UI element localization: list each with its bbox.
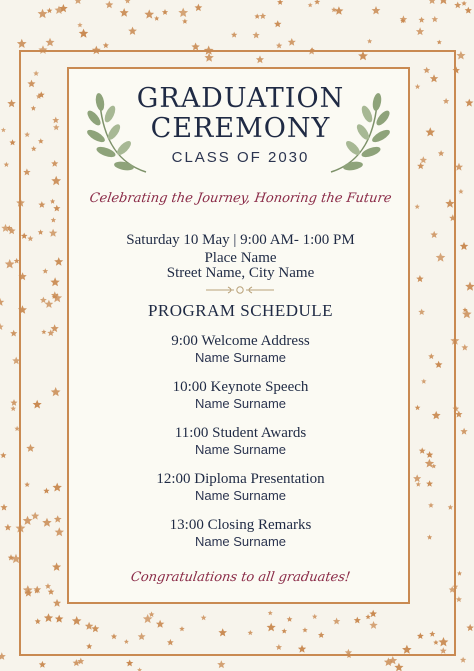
star-icon [126, 660, 133, 667]
star-icon [4, 524, 11, 531]
star-icon [439, 0, 449, 4]
star-icon [465, 282, 474, 291]
star-icon [103, 42, 109, 48]
star-icon [10, 406, 16, 411]
star-icon [8, 554, 14, 560]
star-icon [274, 20, 282, 27]
title-line-2: CEREMONY [150, 113, 331, 144]
star-icon [105, 1, 113, 9]
star-icon [454, 2, 461, 9]
star-icon [437, 40, 442, 45]
class-year: CLASS OF 2030 [171, 149, 310, 166]
star-icon [0, 298, 4, 306]
star-icon [217, 660, 225, 668]
star-icon [120, 8, 129, 17]
star-icon [314, 0, 320, 4]
star-icon [394, 663, 403, 671]
schedule-item-speaker: Name Surname [194, 350, 287, 365]
star-icon [462, 309, 472, 318]
star-icon [77, 658, 84, 665]
schedule-item [69, 332, 412, 366]
star-icon [457, 571, 462, 576]
event-address: Street Name, City Name [166, 265, 315, 281]
schedule-item-title: 10:00 Keynote Speech [172, 379, 309, 395]
schedule-item-title: 12:00 Diploma Presentation [156, 471, 325, 487]
tagline: Celebrating the Journey, Honoring the Future [88, 191, 393, 206]
star-icon [79, 29, 89, 38]
star-icon [466, 624, 474, 631]
star-icon [254, 14, 260, 19]
star-icon [460, 242, 469, 250]
star-icon [461, 344, 468, 351]
schedule-item-speaker: Name Surname [194, 442, 287, 457]
star-icon [231, 32, 237, 38]
star-icon [0, 452, 6, 458]
event-place: Place Name [204, 250, 277, 266]
star-icon [195, 4, 203, 12]
star-icon [308, 3, 313, 8]
star-icon [10, 330, 17, 337]
schedule-item [69, 424, 412, 458]
star-icon [288, 38, 296, 46]
star-icon [260, 13, 267, 19]
star-icon [460, 657, 466, 663]
star-icon [38, 9, 48, 18]
star-icon [9, 139, 15, 145]
ornament-divider-icon [204, 285, 276, 295]
star-icon [137, 667, 142, 671]
star-icon [39, 661, 46, 668]
star-icon [162, 9, 168, 15]
title-line-1: GRADUATION [136, 83, 345, 114]
event-datetime: Saturday 10 May | 9:00 AM- 1:00 PM [126, 232, 355, 248]
star-icon [253, 32, 260, 39]
star-icon [0, 323, 4, 330]
star-icon [128, 27, 137, 35]
star-icon [144, 9, 154, 18]
schedule-item-title: 13:00 Closing Remarks [169, 517, 312, 533]
star-icon [419, 17, 425, 23]
closing-message: Congratulations to all graduates! [129, 570, 352, 585]
star-icon [74, 0, 82, 4]
star-icon [335, 6, 344, 15]
star-icon [125, 0, 131, 4]
star-icon [55, 6, 64, 14]
schedule-item-speaker: Name Surname [194, 488, 287, 503]
star-icon [77, 22, 82, 27]
schedule-item-title: 11:00 Student Awards [174, 425, 307, 441]
schedule-item [69, 516, 412, 550]
star-icon [384, 658, 393, 667]
star-icon [276, 42, 282, 48]
star-icon [461, 1, 467, 6]
star-icon [372, 6, 381, 14]
star-icon [4, 162, 10, 167]
star-icon [432, 16, 439, 22]
star-icon [428, 0, 436, 4]
star-icon [10, 399, 17, 406]
star-icon [5, 259, 15, 268]
schedule-item [69, 378, 412, 412]
schedule-item-speaker: Name Surname [194, 534, 287, 549]
schedule-item-speaker: Name Surname [194, 396, 287, 411]
star-icon [465, 99, 473, 107]
schedule-item [69, 470, 412, 504]
star-icon [416, 27, 424, 35]
star-icon [154, 16, 159, 21]
star-icon [460, 428, 467, 435]
star-icon [178, 8, 188, 17]
star-icon [182, 19, 188, 24]
star-icon [277, 0, 283, 5]
schedule-item-title: 9:00 Welcome Address [171, 333, 310, 349]
star-icon [46, 38, 55, 47]
star-icon [455, 163, 463, 171]
program-heading: PROGRAM SCHEDULE [147, 301, 334, 320]
star-icon [455, 411, 462, 418]
star-icon [465, 7, 472, 14]
star-icon [367, 39, 372, 44]
star-icon [47, 8, 53, 14]
star-icon [0, 652, 6, 660]
star-icon [458, 189, 463, 194]
star-icon [7, 99, 16, 107]
program-card [67, 67, 410, 604]
star-icon [456, 51, 465, 60]
star-icon [456, 596, 462, 602]
star-icon [0, 504, 7, 511]
star-icon [1, 127, 6, 132]
star-icon [17, 39, 27, 48]
